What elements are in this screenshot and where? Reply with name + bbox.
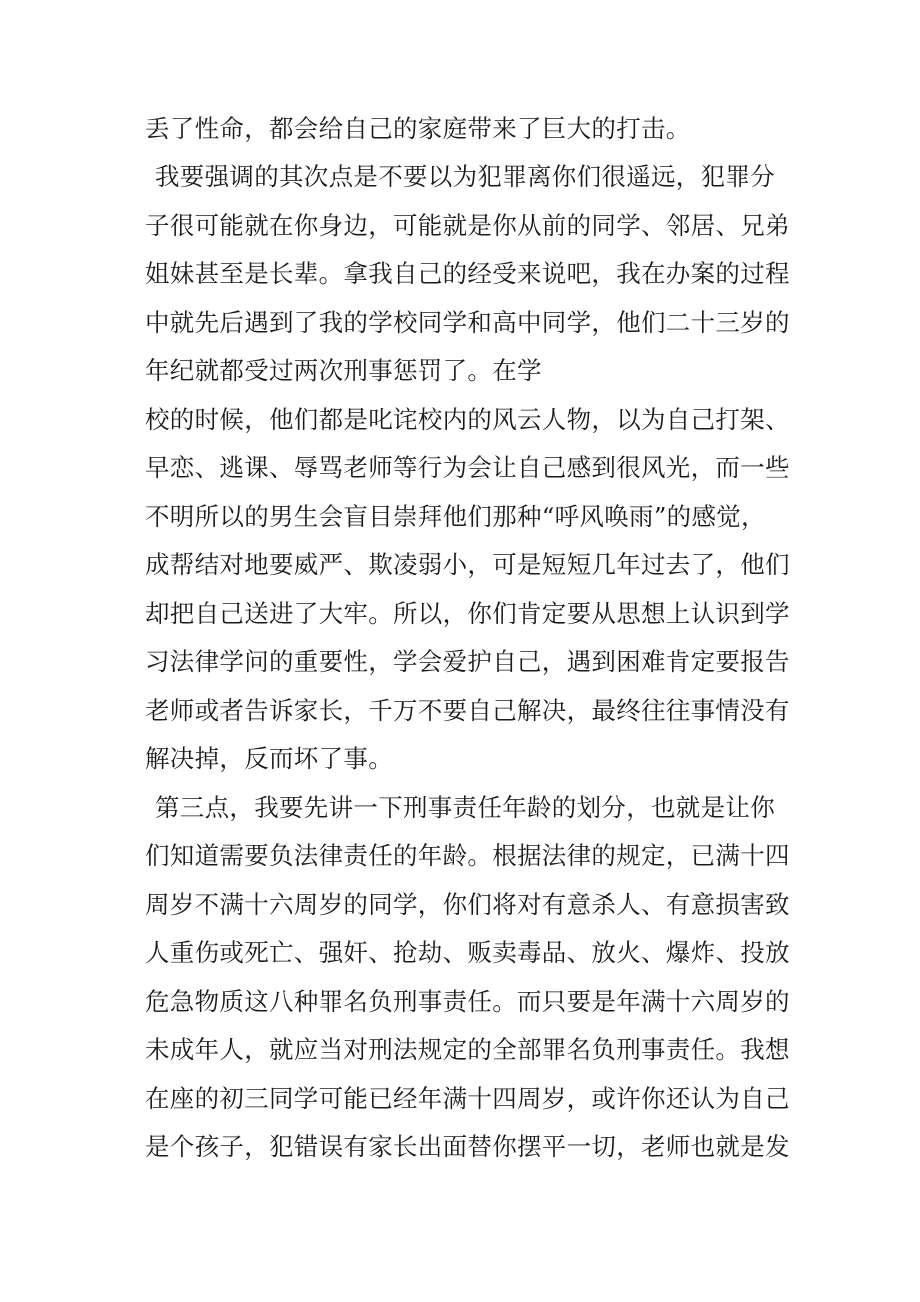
text-line: 解决掉，反而坏了事。	[145, 744, 393, 773]
text-line: 老师或者告诉家长，千万不要自己解决，最终往往事情没有	[145, 696, 790, 725]
text-line: 子很可能就在你身边，可能就是你从前的同学、邻居、兄弟	[145, 211, 790, 240]
text-line: 丢了性命，都会给自己的家庭带来了巨大的打击。	[145, 114, 691, 143]
text-line: 不明所以的男生会盲目崇拜他们那种“呼风唤雨”的感觉，	[145, 502, 766, 531]
text-line: 们知道需要负法律责任的年龄。根据法律的规定，已满十四	[145, 841, 790, 870]
text-line: 危急物质这八种罪名负刑事责任。而只要是年满十六周岁的	[145, 987, 790, 1016]
text-line: 未成年人，就应当对刑法规定的全部罪名负刑事责任。我想	[145, 1035, 790, 1064]
text-line: 是个孩子，犯错误有家长出面替你摆平一切，老师也就是发	[145, 1132, 790, 1161]
text-line: 成帮结对地要威严、欺凌弱小，可是短短几年过去了，他们	[145, 550, 790, 579]
text-line: 周岁不满十六周岁的同学，你们将对有意杀人、有意损害致	[145, 890, 790, 919]
text-line: 年纪就都受过两次刑事惩罚了。在学	[145, 356, 542, 385]
text-line: 我要强调的其次点是不要以为犯罪离你们很遥远，犯罪分	[155, 162, 775, 191]
text-line: 姐妹甚至是长辈。拿我自己的经受来说吧，我在办案的过程	[145, 259, 790, 288]
text-line: 人重伤或死亡、强奸、抢劫、贩卖毒品、放火、爆炸、投放	[145, 938, 790, 967]
text-line: 中就先后遇到了我的学校同学和高中同学，他们二十三岁的	[145, 308, 790, 337]
text-line: 却把自己送进了大牢。所以，你们肯定要从思想上认识到学	[145, 599, 790, 628]
text-line: 第三点，我要先讲一下刑事责任年龄的划分，也就是让你	[155, 793, 775, 822]
text-line: 校的时候，他们都是叱诧校内的风云人物，以为自己打架、	[145, 405, 790, 434]
text-line: 在座的初三同学可能已经年满十四周岁，或许你还认为自己	[145, 1084, 790, 1113]
text-line: 早恋、逃课、辱骂老师等行为会让自己感到很风光，而一些	[145, 453, 790, 482]
text-line: 习法律学问的重要性，学会爱护自己，遇到困难肯定要报告	[145, 647, 790, 676]
